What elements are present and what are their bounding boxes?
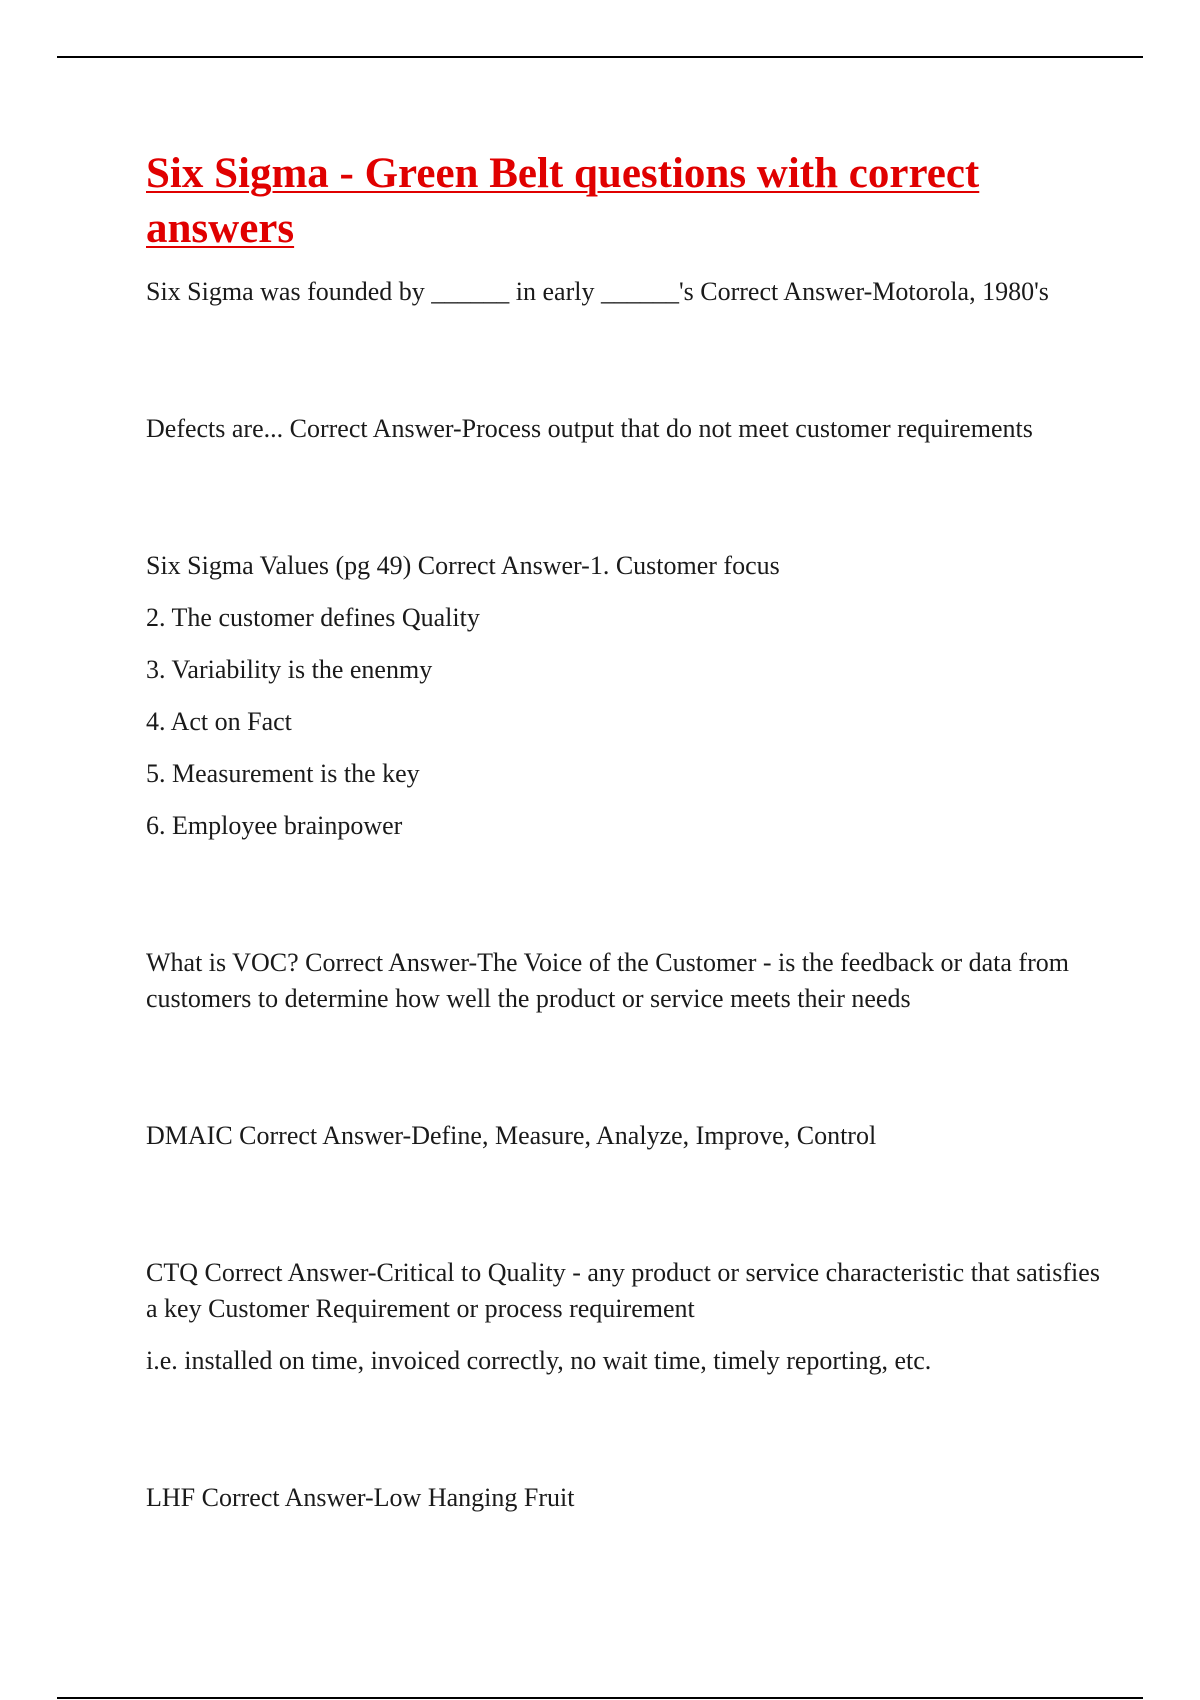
answer-text: Correct Answer-1. Customer focus xyxy=(417,551,780,580)
question-text: LHF xyxy=(146,1483,196,1512)
question-text: Defects are... xyxy=(146,414,284,443)
document-title: Six Sigma - Green Belt questions with correct answers xyxy=(146,150,980,252)
qa-entry xyxy=(146,1118,1106,1154)
answer-text: Correct Answer-Motorola, 1980's xyxy=(700,277,1049,306)
answer-continuation: i.e. installed on time, invoiced correctly, no wait time, timely reporting, etc. xyxy=(146,1346,932,1375)
answer-text: Correct Answer-The Voice of the Customer - is the feedback or data from customers to determine how well the product or service meets their needs xyxy=(146,948,1069,1013)
top-rule xyxy=(57,56,1143,58)
qa-entry xyxy=(146,1255,1106,1379)
answer-continuation: 6. Employee brainpower xyxy=(146,811,403,840)
answer-text: Correct Answer-Critical to Quality - any product or service characteristic that satisfies a key Customer Requirement or process requirement xyxy=(146,1258,1100,1323)
answer-continuation: 3. Variability is the enenmy xyxy=(146,655,433,684)
question-text: CTQ xyxy=(146,1258,198,1287)
question-text: Six Sigma was founded by ______ in early ______'s xyxy=(146,277,694,306)
question-text: What is VOC? xyxy=(146,948,299,977)
answer-continuation: 4. Act on Fact xyxy=(146,707,292,736)
question-text: Six Sigma Values (pg 49) xyxy=(146,551,412,580)
answer-text: Correct Answer-Low Hanging Fruit xyxy=(201,1483,575,1512)
question-text: DMAIC xyxy=(146,1121,233,1150)
qa-entry xyxy=(146,1480,1106,1516)
answer-continuation: 2. The customer defines Quality xyxy=(146,603,480,632)
answer-text: Correct Answer-Process output that do not meet customer requirements xyxy=(289,414,1033,443)
qa-entry xyxy=(146,945,1106,1017)
document-body xyxy=(146,146,1106,1516)
answer-text: Correct Answer-Define, Measure, Analyze, Improve, Control xyxy=(239,1121,877,1150)
qa-entry xyxy=(146,548,1106,844)
answer-continuation: 5. Measurement is the key xyxy=(146,759,420,788)
qa-entry xyxy=(146,274,1106,310)
qa-entry xyxy=(146,411,1106,447)
bottom-rule xyxy=(57,1697,1143,1699)
